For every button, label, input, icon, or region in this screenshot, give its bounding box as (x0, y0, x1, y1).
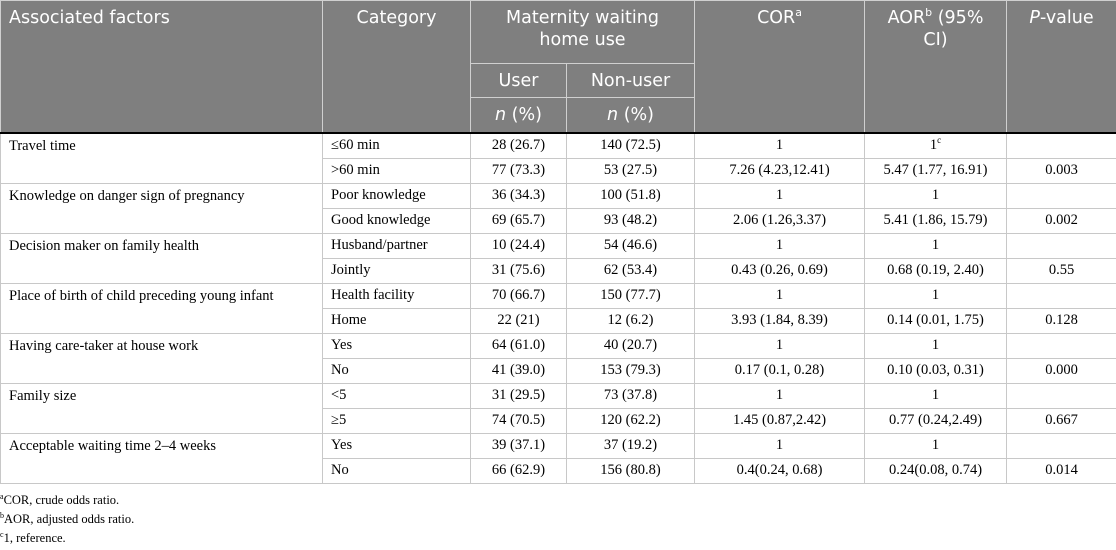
header-category: Category (323, 1, 471, 133)
header-cor-footnote-mark: a (795, 6, 802, 20)
category-cell: Yes (323, 333, 471, 358)
table-row (1, 233, 1116, 258)
non-user-cell: 140 (72.5) (567, 133, 695, 159)
cor-cell: 1 (695, 333, 865, 358)
aor-cell: 5.41 (1.86, 15.79) (865, 208, 1007, 233)
footnote-text: COR, crude odds ratio. (3, 493, 120, 507)
p-value-cell (1007, 333, 1116, 358)
non-user-cell: 12 (6.2) (567, 308, 695, 333)
non-user-cell: 120 (62.2) (567, 408, 695, 433)
table-row (1, 333, 1116, 358)
category-cell: Poor knowledge (323, 183, 471, 208)
user-cell: 41 (39.0) (471, 358, 567, 383)
factor-cell: Place of birth of child preceding young infant (1, 283, 323, 333)
cor-cell: 1 (695, 133, 865, 159)
non-user-cell: 73 (37.8) (567, 383, 695, 408)
non-user-cell: 153 (79.3) (567, 358, 695, 383)
user-cell: 70 (66.7) (471, 283, 567, 308)
aor-cell: 1 (865, 383, 1007, 408)
aor-cell: 1 (865, 283, 1007, 308)
non-user-cell: 54 (46.6) (567, 233, 695, 258)
n-letter: n (607, 105, 619, 125)
user-cell: 39 (37.1) (471, 433, 567, 458)
aor-cell: 1 (865, 433, 1007, 458)
aor-cell (865, 133, 1007, 159)
factor-cell: Acceptable waiting time 2–4 weeks (1, 433, 323, 483)
category-cell: Home (323, 308, 471, 333)
pct-label: (%) (618, 105, 654, 125)
header-p-rest: -value (1039, 8, 1094, 28)
cor-cell: 0.43 (0.26, 0.69) (695, 258, 865, 283)
p-value-cell: 0.55 (1007, 258, 1116, 283)
header-mwh-use: Maternity waiting home use (471, 1, 695, 64)
category-cell: No (323, 458, 471, 483)
header-p-value (1007, 1, 1116, 133)
non-user-cell: 62 (53.4) (567, 258, 695, 283)
aor-cell: 1 (865, 233, 1007, 258)
category-cell: Husband/partner (323, 233, 471, 258)
footnote-mark: c (0, 529, 4, 539)
p-value-cell: 0.002 (1007, 208, 1116, 233)
p-value-cell: 0.014 (1007, 458, 1116, 483)
factor-cell: Family size (1, 383, 323, 433)
footnotes (0, 491, 134, 548)
table-row (1, 133, 1116, 159)
cor-cell: 7.26 (4.23,12.41) (695, 158, 865, 183)
cor-cell: 1.45 (0.87,2.42) (695, 408, 865, 433)
cor-cell: 1 (695, 233, 865, 258)
p-value-cell: 0.667 (1007, 408, 1116, 433)
user-cell: 66 (62.9) (471, 458, 567, 483)
cor-cell: 1 (695, 283, 865, 308)
cor-cell: 1 (695, 433, 865, 458)
category-cell: No (323, 358, 471, 383)
category-cell: >60 min (323, 158, 471, 183)
user-cell: 22 (21) (471, 308, 567, 333)
user-cell: 10 (24.4) (471, 233, 567, 258)
p-value-cell: 0.128 (1007, 308, 1116, 333)
user-cell: 31 (29.5) (471, 383, 567, 408)
table-header (1, 1, 1116, 133)
user-cell: 69 (65.7) (471, 208, 567, 233)
non-user-cell: 100 (51.8) (567, 183, 695, 208)
cor-cell: 0.17 (0.1, 0.28) (695, 358, 865, 383)
footnote (0, 529, 134, 548)
n-letter: n (495, 105, 507, 125)
user-cell: 77 (73.3) (471, 158, 567, 183)
p-value-cell (1007, 233, 1116, 258)
non-user-cell: 37 (19.2) (567, 433, 695, 458)
aor-cell: 0.14 (0.01, 1.75) (865, 308, 1007, 333)
category-cell: Good knowledge (323, 208, 471, 233)
aor-cell: 1 (865, 333, 1007, 358)
factor-cell: Decision maker on family health (1, 233, 323, 283)
category-cell: Jointly (323, 258, 471, 283)
p-value-cell (1007, 433, 1116, 458)
table-row (1, 283, 1116, 308)
pct-label: (%) (506, 105, 542, 125)
header-aor-footnote-mark: b (925, 6, 933, 20)
aor-value: 1 (929, 137, 938, 153)
aor-footnote-mark: c (937, 135, 942, 146)
header-user-n-pct (471, 98, 567, 133)
user-cell: 36 (34.3) (471, 183, 567, 208)
non-user-cell: 150 (77.7) (567, 283, 695, 308)
factor-cell: Travel time (1, 133, 323, 184)
footnote-mark: a (0, 491, 4, 501)
header-associated-factors: Associated factors (1, 1, 323, 133)
footnote-text: AOR, adjusted odds ratio. (4, 512, 135, 526)
footnote-text: 1, reference. (3, 531, 66, 545)
cor-cell: 3.93 (1.84, 8.39) (695, 308, 865, 333)
p-value-cell (1007, 183, 1116, 208)
user-cell: 74 (70.5) (471, 408, 567, 433)
header-p-letter: P (1029, 8, 1040, 28)
cor-cell: 1 (695, 383, 865, 408)
user-cell: 28 (26.7) (471, 133, 567, 159)
header-aor (865, 1, 1007, 133)
non-user-cell: 53 (27.5) (567, 158, 695, 183)
footnote (0, 510, 134, 529)
aor-cell: 5.47 (1.77, 16.91) (865, 158, 1007, 183)
table-row (1, 383, 1116, 408)
aor-cell: 1 (865, 183, 1007, 208)
non-user-cell: 156 (80.8) (567, 458, 695, 483)
category-cell: <5 (323, 383, 471, 408)
category-cell: Yes (323, 433, 471, 458)
category-cell: ≤60 min (323, 133, 471, 159)
factor-cell: Knowledge on danger sign of pregnancy (1, 183, 323, 233)
header-aor-label: AOR (887, 8, 926, 28)
p-value-cell (1007, 283, 1116, 308)
category-cell: Health facility (323, 283, 471, 308)
p-value-cell: 0.003 (1007, 158, 1116, 183)
cor-cell: 1 (695, 183, 865, 208)
user-cell: 64 (61.0) (471, 333, 567, 358)
table-body (1, 133, 1116, 484)
aor-cell: 0.68 (0.19, 2.40) (865, 258, 1007, 283)
cor-cell: 2.06 (1.26,3.37) (695, 208, 865, 233)
aor-cell: 0.10 (0.03, 0.31) (865, 358, 1007, 383)
p-value-cell: 0.000 (1007, 358, 1116, 383)
header-non-user-n-pct (567, 98, 695, 133)
header-user: User (471, 64, 567, 98)
table-row (1, 433, 1116, 458)
user-cell: 31 (75.6) (471, 258, 567, 283)
header-cor-label: COR (757, 8, 796, 28)
category-cell: ≥5 (323, 408, 471, 433)
footnote (0, 491, 134, 510)
table-row (1, 183, 1116, 208)
p-value-cell (1007, 383, 1116, 408)
p-value-cell (1007, 133, 1116, 159)
header-aor-ci: (95% CI) (923, 8, 984, 50)
aor-cell: 0.24(0.08, 0.74) (865, 458, 1007, 483)
header-non-user: Non-user (567, 64, 695, 98)
non-user-cell: 93 (48.2) (567, 208, 695, 233)
non-user-cell: 40 (20.7) (567, 333, 695, 358)
aor-cell: 0.77 (0.24,2.49) (865, 408, 1007, 433)
footnote-mark: b (0, 510, 4, 520)
factor-cell: Having care-taker at house work (1, 333, 323, 383)
header-cor (695, 1, 865, 133)
cor-cell: 0.4(0.24, 0.68) (695, 458, 865, 483)
